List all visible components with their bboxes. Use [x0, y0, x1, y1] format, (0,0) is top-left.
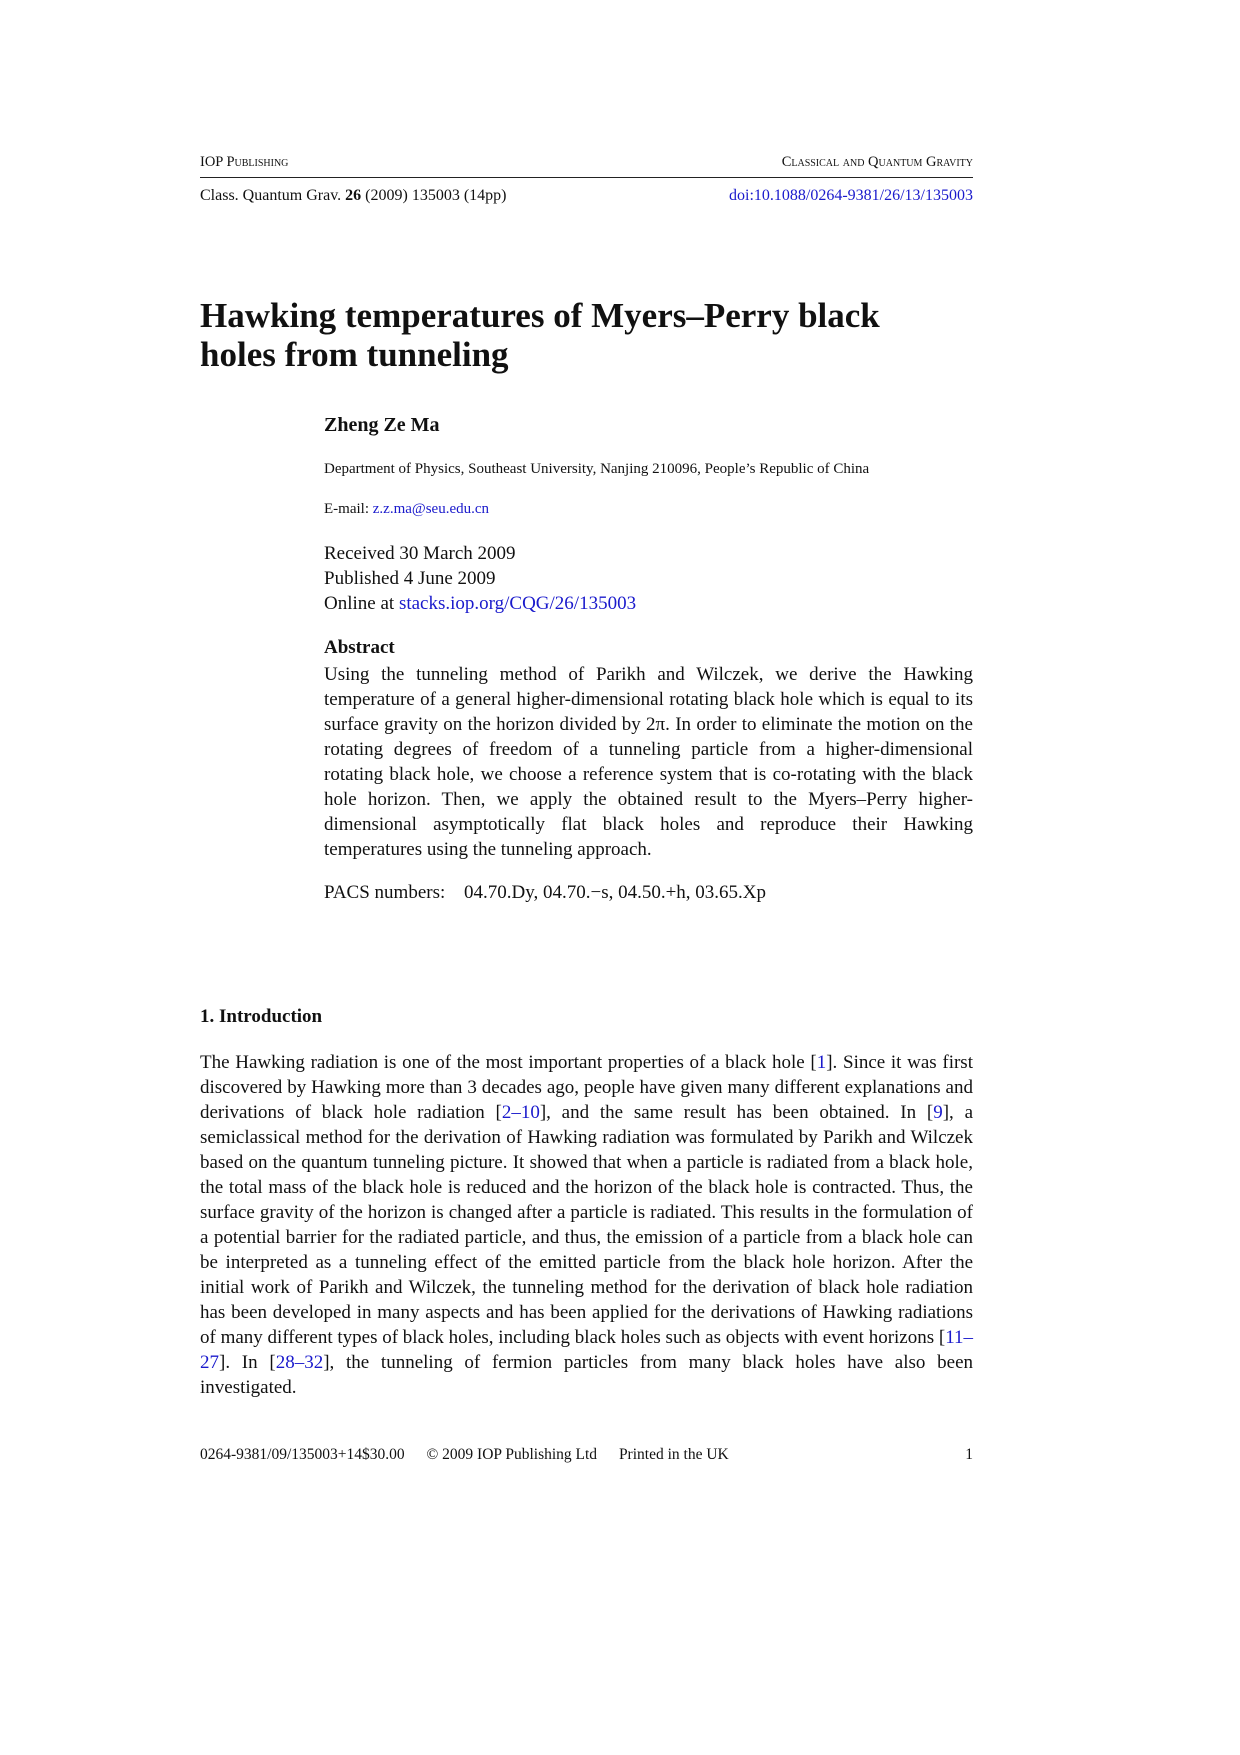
email-link[interactable]: z.z.ma@seu.edu.cn	[372, 501, 490, 517]
intro-text-1: The Hawking radiation is one of the most important properties of a black hole [	[200, 1052, 817, 1073]
abstract-heading: Abstract	[324, 637, 395, 658]
citation-volume: 26	[345, 187, 362, 204]
reference-link-28-32[interactable]: 28–32	[275, 1352, 324, 1373]
footer-info	[200, 1446, 747, 1464]
citation-suffix: (2009) 135003 (14pp)	[365, 187, 507, 204]
doi-link[interactable]: doi:10.1088/0264-9381/26/13/135003	[729, 187, 973, 204]
footer-code: 0264-9381/09/135003+14$30.00	[200, 1446, 405, 1463]
intro-text-3: ], and the same result has been obtained. In [	[539, 1102, 934, 1123]
running-header	[200, 154, 973, 171]
publisher-name: IOP Publishing	[200, 154, 289, 170]
pacs-numbers	[324, 882, 973, 904]
journal-citation	[200, 187, 506, 205]
intro-text-6: ], the tunneling of fermion particles from many black holes have also been investigated.	[200, 1352, 974, 1398]
reference-link-1[interactable]: 1	[816, 1052, 827, 1073]
introduction-paragraph	[200, 1050, 973, 1400]
citation-prefix: Class. Quantum Grav.	[200, 187, 342, 204]
publication-dates	[324, 541, 973, 616]
author-name: Zheng Ze Ma	[324, 414, 440, 436]
author-email	[324, 501, 973, 518]
abstract-text: Using the tunneling method of Parikh and Wilczek, we derive the Hawking temperature of a general higher-dimensional rotating black hole which is equal to its surface gravity on the horizon divided by 2π. In order to eliminate the motion on the rotating degrees of freedom of a tunneling particle from a higher-dimensional rotating black hole, we choose a reference system that is co-rotating with the black hole horizon. Then, we apply the obtained result to the Myers–Perry higher-dimensional asymptotically flat black holes and reproduce their Hawking temperatures using the tunneling approach.	[324, 664, 973, 860]
citation-line	[200, 187, 973, 205]
section-heading-introduction: 1. Introduction	[200, 1006, 323, 1027]
received-date: Received 30 March 2009	[324, 543, 516, 564]
pacs-label: PACS numbers:	[324, 882, 446, 903]
online-label: Online at	[324, 593, 395, 614]
online-url-link[interactable]: stacks.iop.org/CQG/26/135003	[398, 593, 637, 614]
intro-text-4: ], a semiclassical method for the derivation of Hawking radiation was formulated by Parikh and Wilczek based on the quantum tunneling picture. It showed that when a particle is radiated from a black hole, the total mass of the black hole is reduced and the horizon of the black hole is contracted. Thus, the surface gravity of the horizon is changed after a particle is radiated. This results in the formulation of a potential barrier for the radiated particle, and thus, the emission of a particle from a black hole can be interpreted as a tunneling effect of the emitted particle from the black hole horizon. After the initial work of Parikh and Wilczek, the tunneling method for the derivation of black hole radiation has been developed in many aspects and has been applied for the derivations of Hawking radiations of many different types of black holes, including black holes such as objects with event horizons [	[200, 1102, 973, 1348]
intro-text-2: ]. Since it was first discovered by Hawking more than 3 decades ago, people have given many different explanations and derivations of black hole radiation [	[200, 1052, 973, 1123]
online-line	[324, 591, 973, 616]
footer-printed: Printed in the UK	[618, 1446, 729, 1463]
page-footer	[200, 1446, 973, 1464]
page-number: 1	[965, 1446, 973, 1463]
footer-copyright: © 2009 IOP Publishing Ltd	[426, 1446, 598, 1463]
header-rule	[200, 177, 973, 178]
reference-link-9[interactable]: 9	[933, 1102, 943, 1123]
reference-link-11-27[interactable]: 11–27	[200, 1327, 974, 1373]
journal-name: Classical and Quantum Gravity	[781, 154, 973, 170]
author-affiliation: Department of Physics, Southeast University, Nanjing 210096, People’s Republic of China	[324, 461, 870, 477]
published-date: Published 4 June 2009	[324, 568, 496, 589]
intro-text-5: ]. In [	[219, 1352, 276, 1373]
pacs-values: 04.70.Dy, 04.70.−s, 04.50.+h, 03.65.Xp	[464, 882, 767, 903]
email-label: E-mail:	[324, 501, 369, 517]
paper-title: Hawking temperatures of Myers–Perry black holes from tunneling	[200, 296, 880, 374]
reference-link-2-10[interactable]: 2–10	[501, 1102, 540, 1123]
